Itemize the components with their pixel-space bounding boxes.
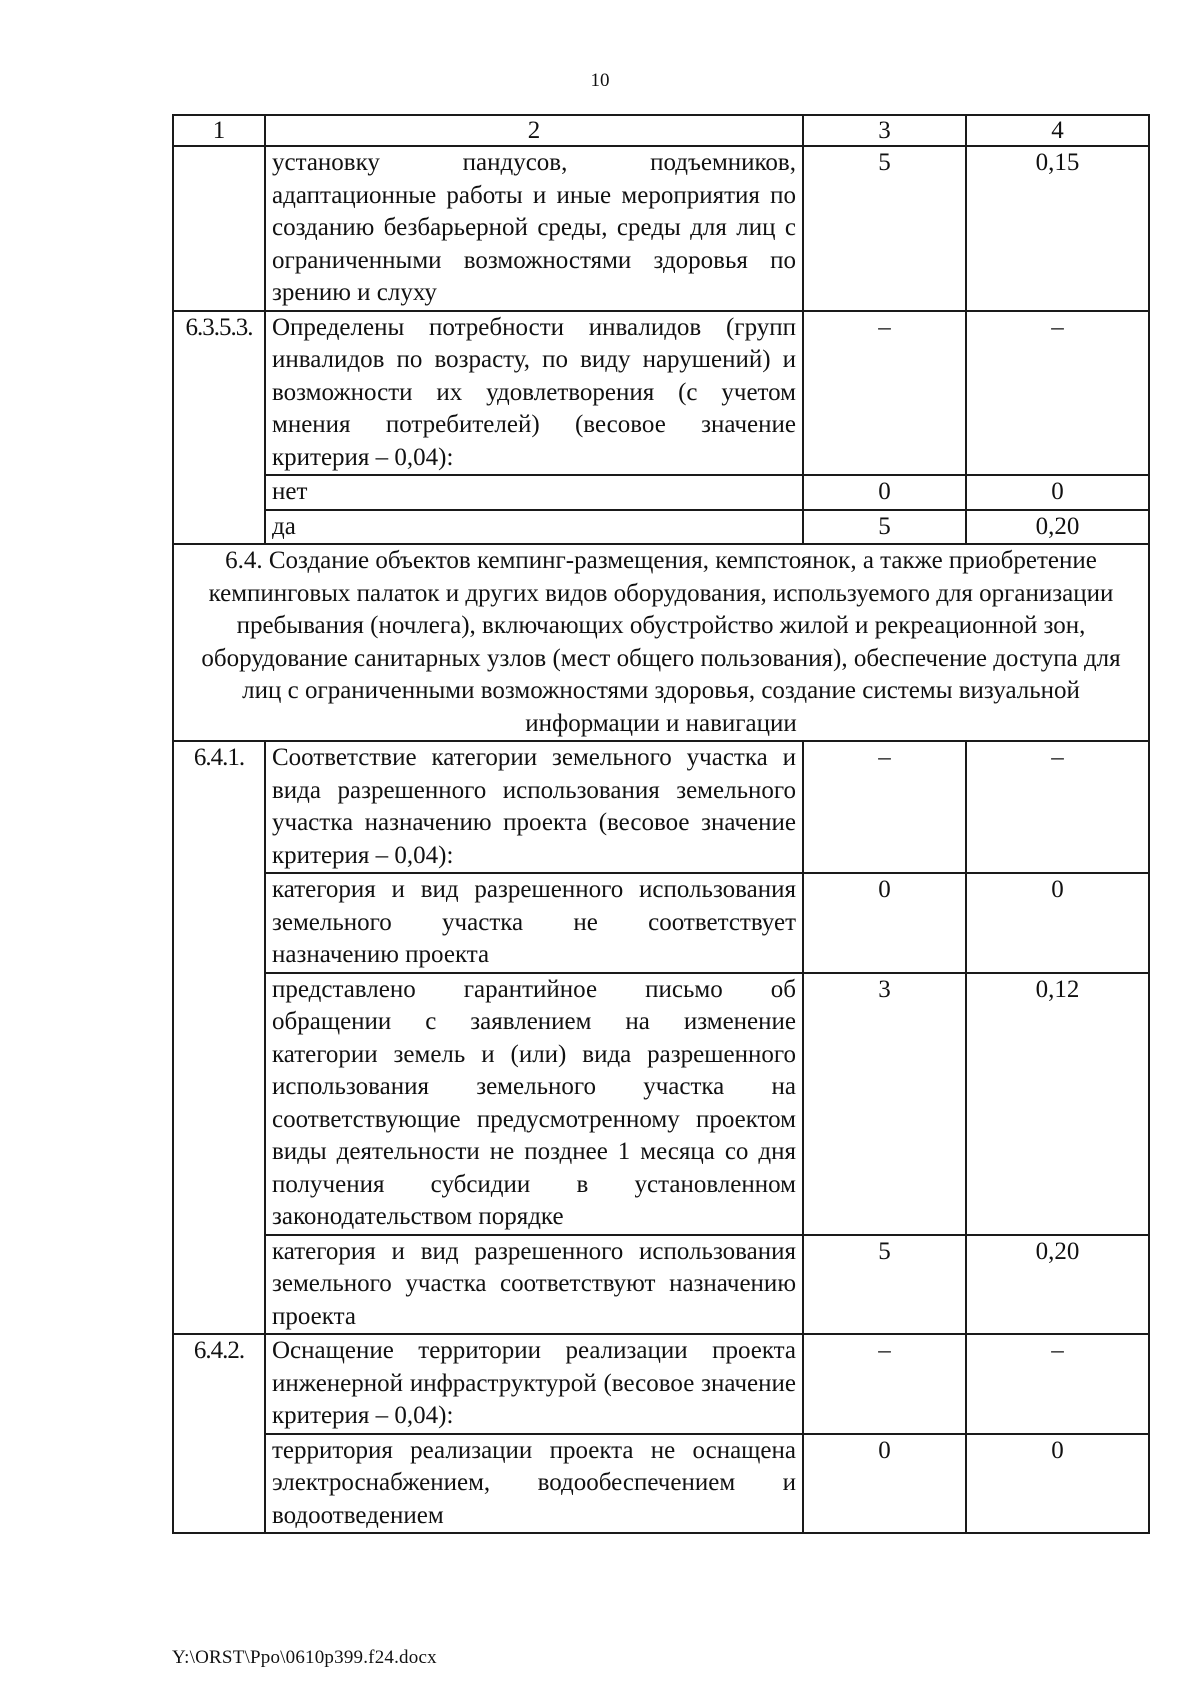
- row-weight: 0,12: [966, 973, 1149, 1235]
- row-score: 5: [803, 1235, 966, 1335]
- row-score: 5: [803, 146, 966, 311]
- criteria-table: [172, 114, 1150, 1534]
- row-score: 3: [803, 973, 966, 1235]
- row-text: территория реализации проекта не оснащена электроснабжением, водообеспечением и водоотведением: [265, 1434, 803, 1534]
- row-weight: 0: [966, 475, 1149, 510]
- row-text: Соответствие категории земельного участка и вида разрешенного использования земельного участка назначению проекта (весовое значение критерия – 0,04):: [265, 741, 803, 873]
- row-index: 6.4.1.: [173, 741, 265, 1334]
- row-text: категория и вид разрешенного использования земельного участка не соответствует назначению проекта: [265, 873, 803, 973]
- row-score: 5: [803, 510, 966, 545]
- table-row: [173, 1334, 1149, 1434]
- row-weight: –: [966, 1334, 1149, 1434]
- page-number: 10: [590, 70, 610, 91]
- row-text: Оснащение территории реализации проекта инженерной инфраструктурой (весовое значение критерия – 0,04):: [265, 1334, 803, 1434]
- row-weight: –: [966, 741, 1149, 873]
- table-row: [173, 475, 1149, 510]
- table-row: [173, 510, 1149, 545]
- row-weight: 0,15: [966, 146, 1149, 311]
- row-score: 0: [803, 873, 966, 973]
- header-col-2: 2: [265, 115, 803, 146]
- table-row: [173, 146, 1149, 311]
- file-path-footer: Y:\ORST\Ppo\0610p399.f24.docx: [172, 1647, 437, 1668]
- section-row: [173, 544, 1149, 741]
- section-heading: 6.4. Создание объектов кемпинг-размещения, кемпстоянок, а также приобретение кемпинговых палаток и других видов оборудования, используемого для организации пребывания (ночлега), включающих обустройство жилой и рекреационной зон, оборудование санитарных узлов (мест общего пользования), обеспечение доступа для лиц с ограниченными возможностями здоровья, создание системы визуальной информации и навигации: [173, 544, 1149, 741]
- row-score: –: [803, 311, 966, 476]
- row-index: 6.4.2.: [173, 1334, 265, 1533]
- header-col-3: 3: [803, 115, 966, 146]
- table-row: [173, 1434, 1149, 1534]
- row-weight: 0,20: [966, 1235, 1149, 1335]
- table-row: [173, 873, 1149, 973]
- row-score: 0: [803, 1434, 966, 1534]
- row-text: нет: [265, 475, 803, 510]
- table-row: [173, 973, 1149, 1235]
- row-score: 0: [803, 475, 966, 510]
- header-col-4: 4: [966, 115, 1149, 146]
- row-text: категория и вид разрешенного использования земельного участка соответствуют назначению проекта: [265, 1235, 803, 1335]
- row-score: –: [803, 1334, 966, 1434]
- row-index: [173, 146, 265, 311]
- row-text: Определены потребности инвалидов (групп инвалидов по возрасту, по виду нарушений) и возможности их удовлетворения (с учетом мнения потребителей) (весовое значение критерия – 0,04):: [265, 311, 803, 476]
- row-weight: 0: [966, 873, 1149, 973]
- row-weight: –: [966, 311, 1149, 476]
- row-text: да: [265, 510, 803, 545]
- row-text: представлено гарантийное письмо об обращении с заявлением на изменение категории земель и (или) вида разрешенного использования земельного участка на соответствующие предусмотренному проектом виды деятельности не позднее 1 месяца со дня получения субсидии в установленном законодательством порядке: [265, 973, 803, 1235]
- row-text: установку пандусов, подъемников, адаптационные работы и иные мероприятия по созданию безбарьерной среды, среды для лиц с ограниченными возможностями здоровья по зрению и слуху: [265, 146, 803, 311]
- row-weight: 0,20: [966, 510, 1149, 545]
- table-row: [173, 741, 1149, 873]
- table-header-row: [173, 115, 1149, 146]
- table-row: [173, 311, 1149, 476]
- row-index: 6.3.5.3.: [173, 311, 265, 545]
- row-score: –: [803, 741, 966, 873]
- table-row: [173, 1235, 1149, 1335]
- row-weight: 0: [966, 1434, 1149, 1534]
- header-col-1: 1: [173, 115, 265, 146]
